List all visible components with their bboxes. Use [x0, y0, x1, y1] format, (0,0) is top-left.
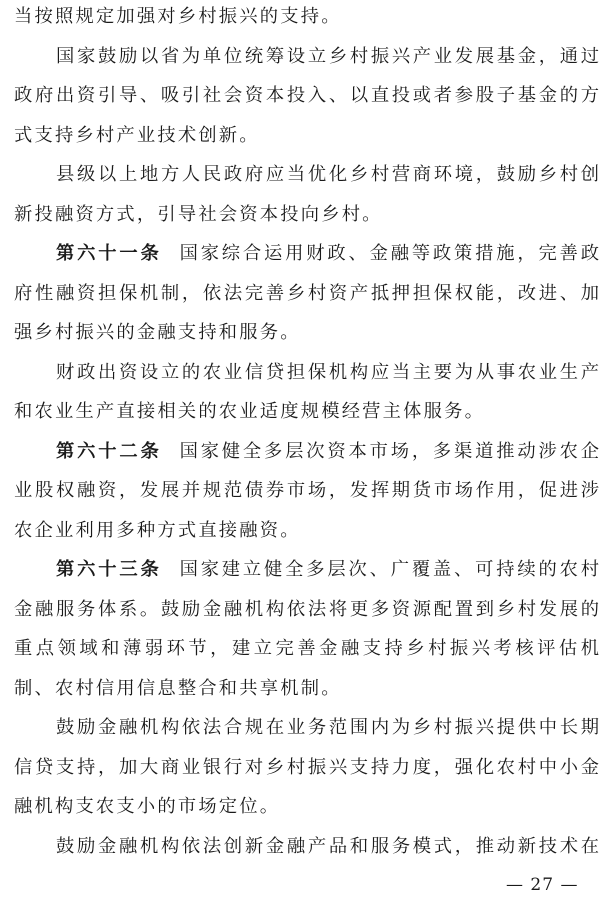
paragraph-line: 金融服务体系。鼓励金融机构依法将更多资源配置到乡村发展的: [14, 598, 599, 620]
article-61-first-line: [56, 241, 599, 267]
article-heading: 第六十三条: [56, 559, 162, 580]
paragraph-line: 鼓励金融机构依法创新金融产品和服务模式，推动新技术在: [56, 835, 599, 857]
paragraph-line: 府性融资担保机制，依法完善乡村资产抵押担保权能，改进、加: [14, 282, 599, 304]
paragraph-line: 制、农村信用信息整合和共享机制。: [14, 677, 342, 699]
paragraph-line: 式支持乡村产业技术创新。: [14, 124, 260, 146]
paragraph-line: 政府出资引导、吸引社会资本投入、以直投或者参股子基金的方: [14, 85, 599, 106]
paragraph-line: 新投融资方式，引导社会资本投向乡村。: [14, 203, 383, 225]
paragraph-line: 鼓励金融机构依法合规在业务范围内为乡村振兴提供中长期: [56, 717, 599, 738]
paragraph-line: 强乡村振兴的金融支持和服务。: [14, 322, 301, 343]
article-62-first-line: [56, 439, 599, 465]
paragraph-line: 当按照规定加强对乡村振兴的支持。: [14, 6, 342, 27]
paragraph-text: 国家健全多层次资本市场，多渠道推动涉农企: [179, 440, 600, 462]
paragraph-line: 县级以上地方人民政府应当优化乡村营商环境，鼓励乡村创: [56, 164, 599, 185]
paragraph-line: 和农业生产直接相关的农业适度规模经营主体服务。: [14, 401, 486, 422]
article-63-first-line: [56, 557, 599, 583]
paragraph-line: 业股权融资，发展并规范债券市场，发挥期货市场作用，促进涉: [14, 480, 599, 501]
paragraph-line: 国家鼓励以省为单位统筹设立乡村振兴产业发展基金，通过: [56, 45, 599, 67]
paragraph-line: 农企业利用多种方式直接融资。: [14, 519, 301, 541]
paragraph-line: 财政出资设立的农业信贷担保机构应当主要为从事农业生产: [56, 361, 599, 383]
paragraph-text: 国家综合运用财政、金融等政策措施，完善政: [179, 243, 600, 264]
article-heading: 第六十二条: [56, 440, 162, 462]
page-number: — 27 —: [506, 875, 579, 895]
article-heading: 第六十一条: [56, 243, 162, 264]
paragraph-line: 信贷支持，加大商业银行对乡村振兴支持力度，强化农村中小金: [14, 756, 599, 778]
paragraph-text: 国家建立健全多层次、广覆盖、可持续的农村: [179, 559, 600, 580]
paragraph-line: 重点领域和薄弱环节，建立完善金融支持乡村振兴考核评估机: [14, 638, 599, 659]
paragraph-line: 融机构支农支小的市场定位。: [14, 796, 281, 817]
